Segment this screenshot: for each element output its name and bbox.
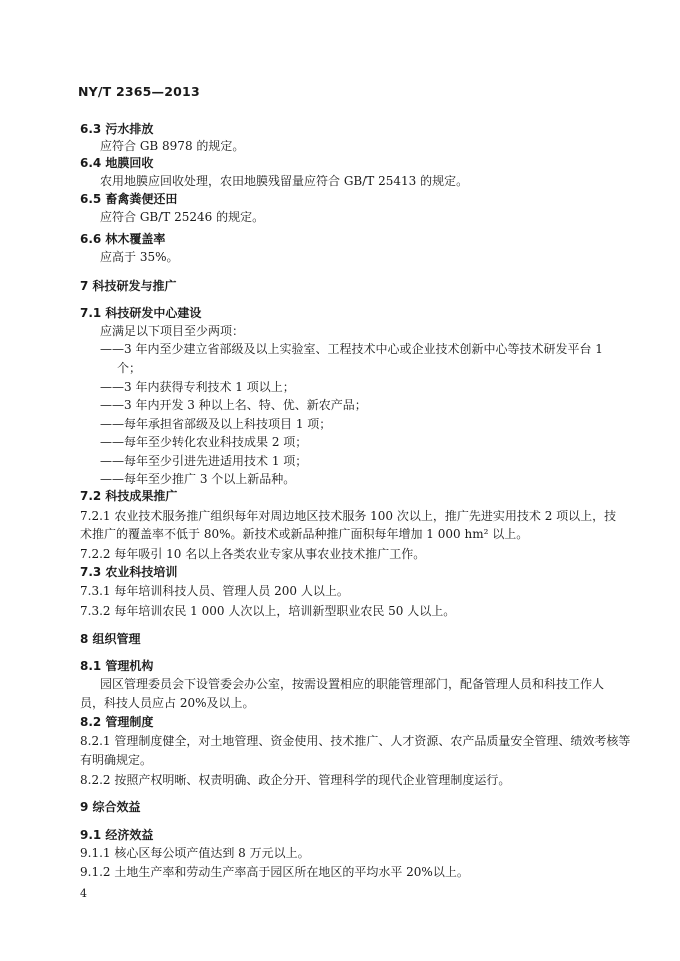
- paragraph-line: 应满足以下项目至少两项：: [100, 324, 245, 338]
- paragraph-line: 员，科技人员应占 20%及以上。: [80, 696, 255, 710]
- paragraph-line: 有明确规定。: [80, 753, 153, 767]
- standard-code-header: NY/T 2365—2013: [78, 84, 200, 99]
- chapter-heading: 7 科技研发与推广: [80, 279, 177, 293]
- paragraph-line: 7.3.1 每年培训科技人员、管理人员 200 人以上。: [80, 584, 349, 598]
- paragraph-line: 术推广的覆盖率不低于 80%。新技术或新品种推广面积每年增加 1 000 hm² 以上。: [80, 527, 529, 541]
- chapter-heading: 9 综合效益: [80, 800, 141, 814]
- section-heading: 6.3 污水排放: [80, 122, 154, 136]
- section-heading: 7.2 科技成果推广: [80, 489, 178, 503]
- paragraph-line: 应高于 35%。: [100, 250, 179, 264]
- paragraph-line: 个；: [117, 361, 142, 375]
- section-heading: 9.1 经济效益: [80, 828, 154, 842]
- section-heading: 8.2 管理制度: [80, 715, 154, 729]
- paragraph-line: ——3 年内开发 3 种以上名、特、优、新农产品；: [100, 398, 367, 412]
- paragraph-line: 9.1.1 核心区每公顷产值达到 8 万元以上。: [80, 846, 310, 860]
- paragraph-line: ——每年承担省部级及以上科技项目 1 项；: [100, 417, 332, 431]
- paragraph-line: 8.2.2 按照产权明晰、权责明确、政企分开、管理科学的现代企业管理制度运行。: [80, 773, 511, 787]
- paragraph-line: 园区管理委员会下设管委会办公室，按需设置相应的职能管理部门，配备管理人员和科技工作人: [100, 677, 605, 691]
- section-heading: 8.1 管理机构: [80, 659, 154, 673]
- section-heading: 7.3 农业科技培训: [80, 565, 178, 579]
- paragraph-line: ——3 年内获得专利技术 1 项以上；: [100, 380, 295, 394]
- section-heading: 6.5 畜禽粪便还田: [80, 192, 178, 206]
- paragraph-line: ——每年至少推广 3 个以上新品种。: [100, 472, 296, 486]
- paragraph-line: ——3 年内至少建立省部级及以上实验室、工程技术中心或企业技术创新中心等技术研发平台 1: [100, 342, 603, 356]
- page-number: 4: [80, 887, 87, 900]
- section-heading: 6.4 地膜回收: [80, 156, 154, 170]
- section-heading: 7.1 科技研发中心建设: [80, 306, 202, 320]
- paragraph-line: 应符合 GB 8978 的规定。: [100, 139, 245, 153]
- paragraph-line: 应符合 GB/T 25246 的规定。: [100, 210, 265, 224]
- chapter-heading: 8 组织管理: [80, 632, 141, 646]
- paragraph-line: 9.1.2 土地生产率和劳动生产率高于园区所在地区的平均水平 20%以上。: [80, 865, 469, 879]
- section-heading: 6.6 林木覆盖率: [80, 232, 166, 246]
- paragraph-line: 7.3.2 每年培训农民 1 000 人次以上，培训新型职业农民 50 人以上。: [80, 604, 456, 618]
- paragraph-line: 7.2.2 每年吸引 10 名以上各类农业专家从事农业技术推广工作。: [80, 547, 426, 561]
- paragraph-line: 8.2.1 管理制度健全，对土地管理、资金使用、技术推广、人才资源、农产品质量安全管理、绩效考核等: [80, 734, 631, 748]
- paragraph-line: ——每年至少引进先进适用技术 1 项；: [100, 454, 308, 468]
- paragraph-line: 农用地膜应回收处理，农田地膜残留量应符合 GB/T 25413 的规定。: [100, 174, 469, 188]
- paragraph-line: 7.2.1 农业技术服务推广组织每年对周边地区技术服务 100 次以上，推广先进实用技术 2 项以上，技: [80, 509, 617, 523]
- paragraph-line: ——每年至少转化农业科技成果 2 项；: [100, 435, 308, 449]
